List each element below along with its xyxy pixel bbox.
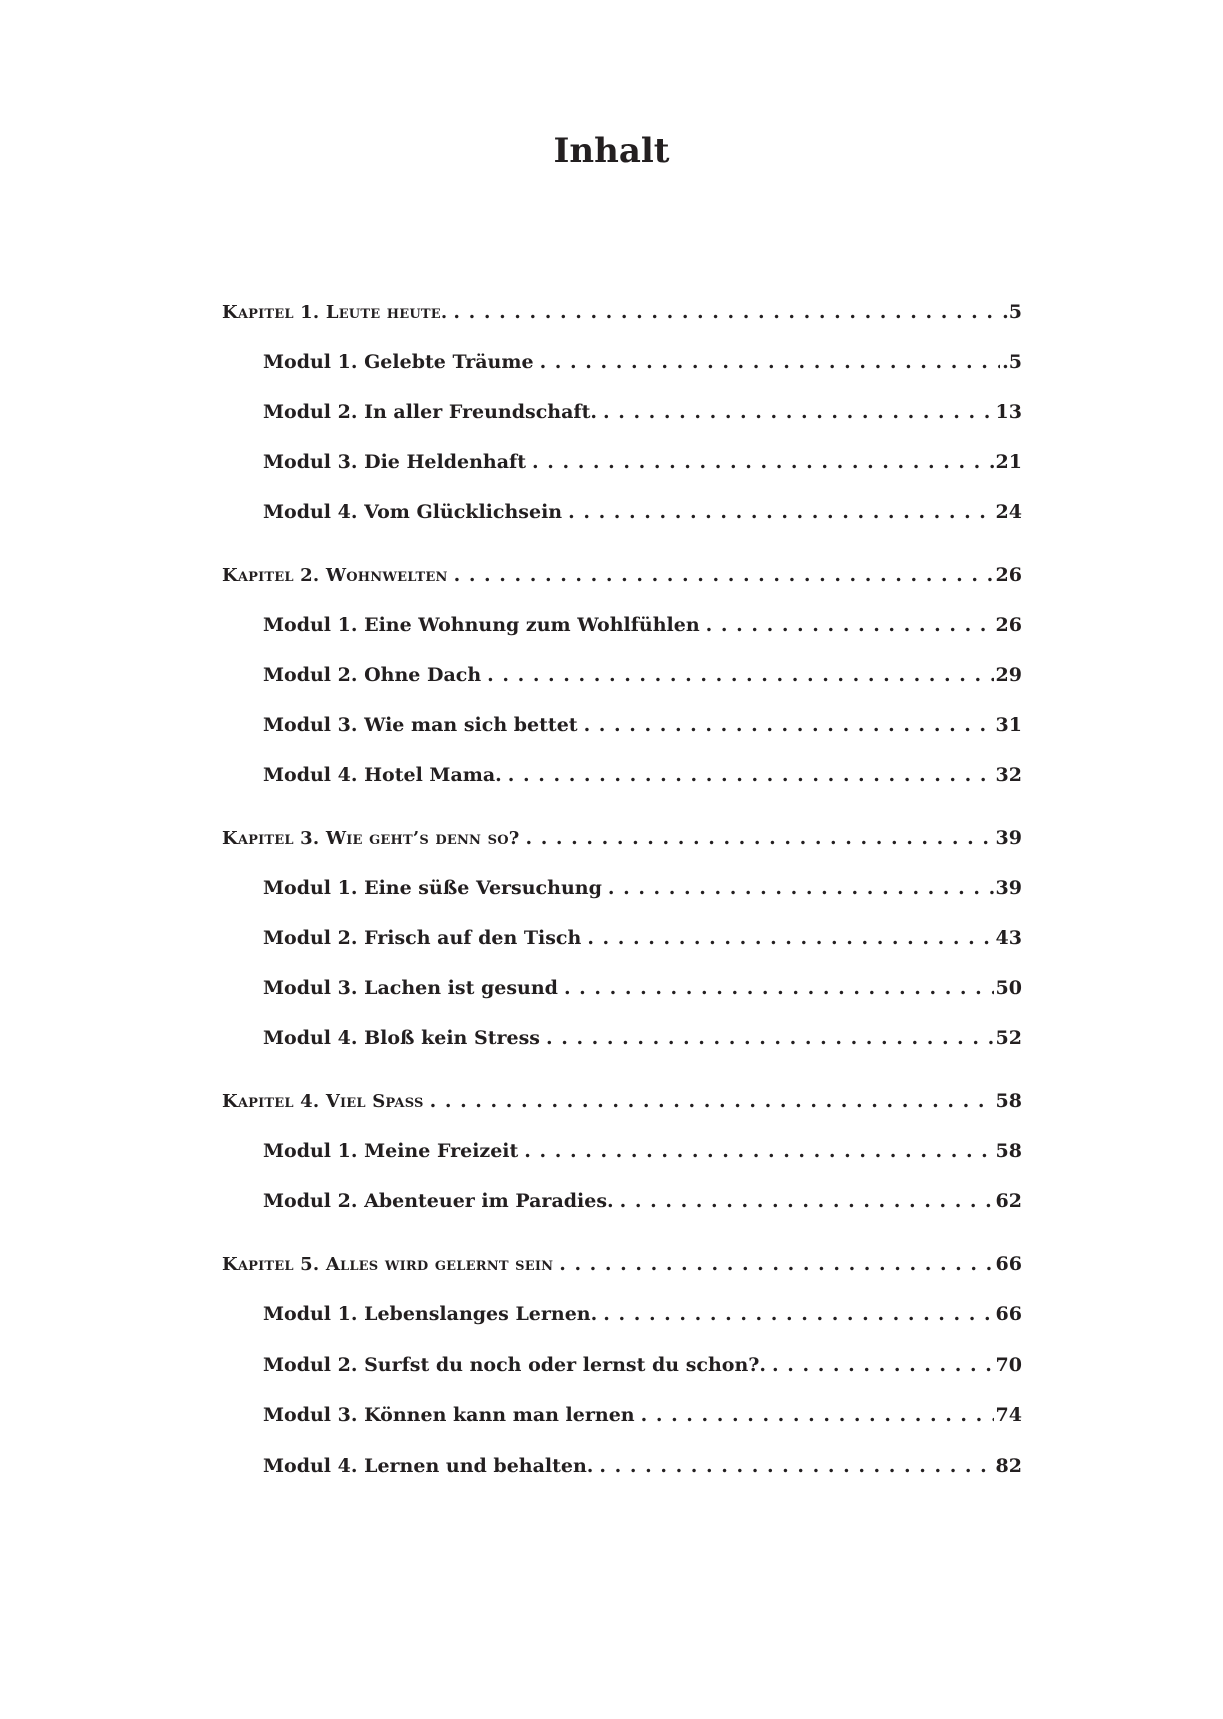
toc-entry-label: Modul 4. Vom Glücklichsein xyxy=(263,501,563,523)
dot-leader xyxy=(526,447,994,477)
toc-module-entry[interactable] xyxy=(263,1451,1022,1481)
toc-entry-label: Modul 1. Eine süße Versuchung xyxy=(263,877,602,899)
dot-leader xyxy=(502,760,994,790)
toc-page-number: 39 xyxy=(995,877,1022,899)
toc-module-entry[interactable] xyxy=(263,923,1022,953)
toc-module-entry[interactable] xyxy=(263,347,1022,377)
dot-leader xyxy=(593,1451,993,1481)
toc-page-number: 50 xyxy=(995,977,1022,999)
toc-module-entry[interactable] xyxy=(263,760,1022,790)
toc-entry-label: Kapitel 2. Wohnwelten xyxy=(222,565,448,586)
toc-module-entry[interactable] xyxy=(263,497,1022,527)
toc-page-number: 24 xyxy=(995,501,1022,523)
toc-entry-label: Kapitel 4. Viel Spass xyxy=(222,1091,424,1112)
dot-leader xyxy=(635,1400,994,1430)
dot-leader xyxy=(558,973,994,1003)
toc-module-entry[interactable] xyxy=(263,1299,1022,1329)
toc-module-entry[interactable] xyxy=(263,973,1022,1003)
dot-leader xyxy=(481,660,993,690)
toc-chapter-entry[interactable] xyxy=(222,297,1022,327)
toc-entry-label: Modul 1. Eine Wohnung zum Wohlfühlen xyxy=(263,614,700,636)
toc-module-entry[interactable] xyxy=(263,447,1022,477)
toc-entry-label: Modul 2. Ohne Dach xyxy=(263,664,482,686)
dot-leader xyxy=(540,1023,994,1053)
toc-page-number: 43 xyxy=(995,927,1022,949)
toc-page-number: .5 xyxy=(1002,301,1022,323)
toc-entry-label: Modul 3. Können kann man lernen xyxy=(263,1404,635,1426)
toc-entry-label: Kapitel 5. Alles wird gelernt sein xyxy=(222,1254,554,1275)
toc-page-number: 29 xyxy=(995,664,1022,686)
toc-chapter-entry[interactable] xyxy=(222,1249,1022,1279)
toc-page-number: 26 xyxy=(995,564,1022,586)
toc-module-entry[interactable] xyxy=(263,1136,1022,1166)
dot-leader xyxy=(581,923,993,953)
toc-page-number: 58 xyxy=(995,1140,1022,1162)
page-title: Inhalt xyxy=(553,131,670,171)
toc-entry-label: Modul 2. Surfst du noch oder lernst du schon?. xyxy=(263,1354,767,1376)
toc-entry-label: Modul 4. Bloß kein Stress xyxy=(263,1027,540,1049)
toc-chapter-entry[interactable] xyxy=(222,1086,1022,1116)
dot-leader xyxy=(534,347,1001,377)
dot-leader xyxy=(447,297,1000,327)
dot-leader xyxy=(700,610,994,640)
toc-entry-label: Modul 3. Die Heldenhaft xyxy=(263,451,527,473)
toc-entry-label: Modul 3. Wie man sich bettet xyxy=(263,714,578,736)
dot-leader xyxy=(597,1299,993,1329)
toc-chapter-entry[interactable] xyxy=(222,560,1022,590)
toc-entry-label: Modul 4. Lernen und behalten. xyxy=(263,1455,594,1477)
toc-module-entry[interactable] xyxy=(263,397,1022,427)
toc-module-entry[interactable] xyxy=(263,1186,1022,1216)
dot-leader xyxy=(448,560,994,590)
toc-page-number: 62 xyxy=(995,1190,1022,1212)
dot-leader xyxy=(553,1249,993,1279)
dot-leader xyxy=(766,1350,994,1380)
toc-entry-label: Modul 3. Lachen ist gesund xyxy=(263,977,558,999)
dot-leader xyxy=(424,1086,994,1116)
toc-page-number: 74 xyxy=(995,1404,1022,1426)
dot-leader xyxy=(578,710,994,740)
toc-page-number: 82 xyxy=(995,1455,1022,1477)
toc-page-number: 58 xyxy=(995,1090,1022,1112)
toc-page-number: 66 xyxy=(995,1253,1022,1275)
toc-entry-label: Modul 1. Gelebte Träume xyxy=(263,351,534,373)
toc-module-entry[interactable] xyxy=(263,1350,1022,1380)
toc-entry-label: Modul 2. Frisch auf den Tisch xyxy=(263,927,582,949)
toc-module-entry[interactable] xyxy=(263,873,1022,903)
toc-page-number: 32 xyxy=(995,764,1022,786)
dot-leader xyxy=(602,873,994,903)
toc-page-number: .5 xyxy=(1002,351,1022,373)
toc-page-number: 26 xyxy=(995,614,1022,636)
toc-module-entry[interactable] xyxy=(263,660,1022,690)
toc-entry-label: Kapitel 1. Leute heute. xyxy=(222,302,448,323)
toc-module-entry[interactable] xyxy=(263,610,1022,640)
dot-leader xyxy=(614,1186,994,1216)
toc-entry-label: Kapitel 3. Wie geht’s denn so? xyxy=(222,828,520,849)
toc-module-entry[interactable] xyxy=(263,1023,1022,1053)
dot-leader xyxy=(562,497,993,527)
toc-page-number: 70 xyxy=(995,1354,1022,1376)
toc-module-entry[interactable] xyxy=(263,710,1022,740)
dot-leader xyxy=(597,397,994,427)
toc-page-number: 52 xyxy=(995,1027,1022,1049)
toc-page-number: 66 xyxy=(995,1303,1022,1325)
toc-page-number: 31 xyxy=(995,714,1022,736)
toc-entry-label: Modul 4. Hotel Mama. xyxy=(263,764,502,786)
dot-leader xyxy=(518,1136,993,1166)
toc-chapter-entry[interactable] xyxy=(222,823,1022,853)
toc-page-number: 39 xyxy=(995,827,1022,849)
toc-entry-label: Modul 2. Abenteuer im Paradies. xyxy=(263,1190,614,1212)
toc-page-number: 21 xyxy=(995,451,1022,473)
toc-entry-label: Modul 2. In aller Freundschaft. xyxy=(263,401,597,423)
dot-leader xyxy=(519,823,993,853)
toc-entry-label: Modul 1. Lebenslanges Lernen. xyxy=(263,1303,598,1325)
toc-page-number: 13 xyxy=(995,401,1022,423)
toc-entry-label: Modul 1. Meine Freizeit xyxy=(263,1140,519,1162)
toc-module-entry[interactable] xyxy=(263,1400,1022,1430)
